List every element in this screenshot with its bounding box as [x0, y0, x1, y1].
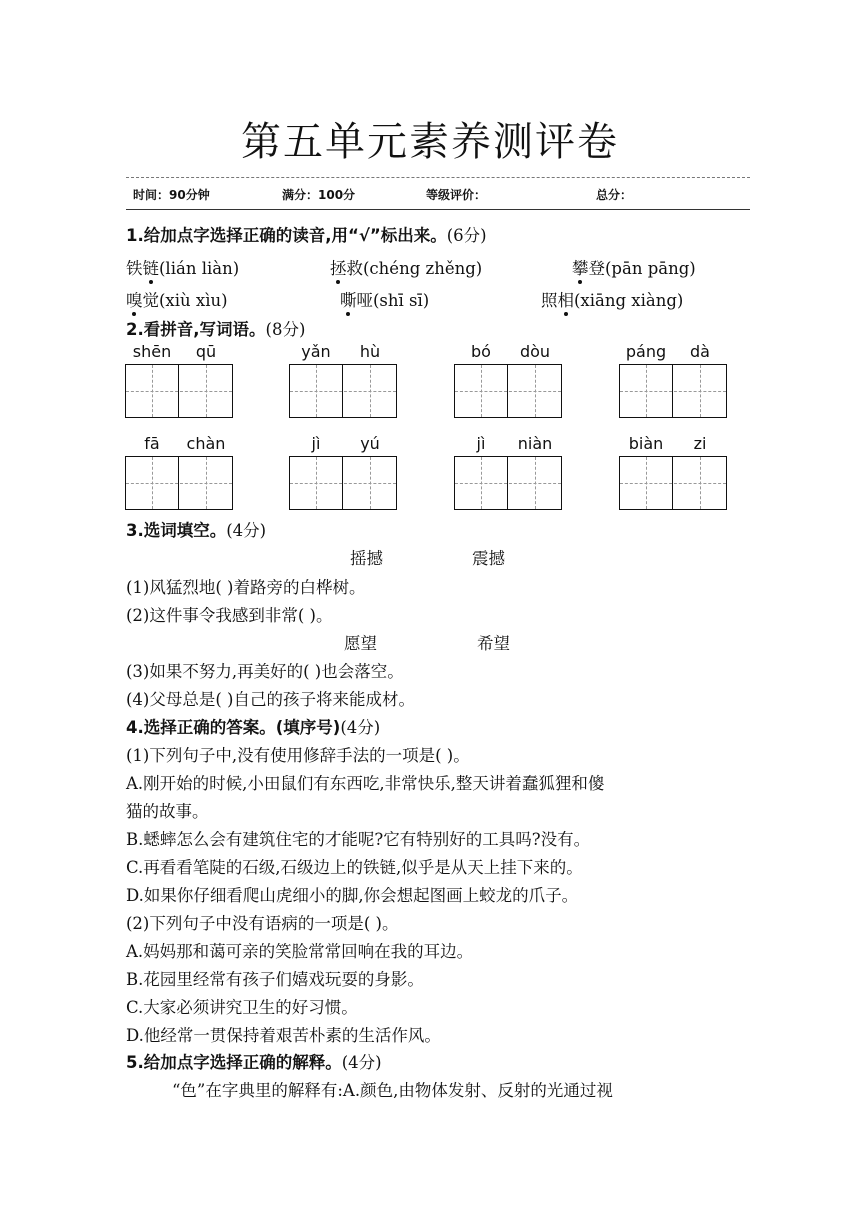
q1-item: 嘶哑(shī sī) — [340, 291, 430, 310]
pinyin: dà — [690, 342, 710, 361]
option-a-cont: 猫的故事。 — [126, 802, 209, 821]
writing-grid[interactable] — [125, 456, 233, 510]
q4-sub1: (1)下列句子中,没有使用修辞手法的一项是( )。 — [126, 746, 470, 765]
pinyin: bó — [471, 342, 491, 361]
dotted-char: 嘶 — [340, 291, 357, 310]
pinyin: niàn — [517, 434, 553, 453]
q1-item: 嗅觉(xiù xìu) — [126, 291, 228, 310]
word-option: 摇撼 — [350, 549, 383, 568]
pinyin: qū — [195, 342, 217, 361]
option-c: C.大家必须讲究卫生的好习惯。 — [126, 998, 358, 1017]
writing-grid[interactable] — [125, 364, 233, 418]
q2-heading: 2.看拼音,写词语。(8分) — [126, 320, 306, 339]
pinyin: yǎn — [301, 342, 331, 361]
option-b: B.花园里经常有孩子们嬉戏玩耍的身影。 — [126, 970, 424, 989]
q1-item: 拯救(chéng zhěng) — [330, 259, 483, 278]
divider-dashed — [126, 177, 750, 178]
option-a: A.刚开始的时候,小田鼠们有东西吃,非常快乐,整天讲着蠢狐狸和傻 — [126, 774, 605, 793]
pinyin: fā — [144, 434, 160, 453]
option-b: B.蟋蟀怎么会有建筑住宅的才能呢?它有特别好的工具吗?没有。 — [126, 830, 591, 849]
meta-time: 时间：90分钟 — [133, 188, 210, 202]
meta-grade: 等级评价： — [426, 188, 487, 202]
q1-item: 攀登(pān pāng) — [572, 259, 696, 278]
divider-solid — [126, 209, 750, 210]
pinyin: jì — [476, 434, 486, 453]
pinyin: páng — [625, 342, 667, 361]
q4-sub2: (2)下列句子中没有语病的一项是( )。 — [126, 914, 399, 933]
pinyin: shēn — [132, 342, 172, 361]
writing-grid[interactable] — [289, 364, 397, 418]
dotted-char: 嗅 — [126, 291, 143, 310]
q1-heading: 1.给加点字选择正确的读音,用“√”标出来。(6分) — [126, 226, 487, 245]
q5-heading: 5.给加点字选择正确的解释。(4分) — [126, 1053, 382, 1072]
word-option: 希望 — [477, 634, 510, 653]
writing-grid[interactable] — [619, 456, 727, 510]
meta-full-score: 满分：100分 — [282, 188, 356, 202]
writing-grid[interactable] — [289, 456, 397, 510]
option-a: A.妈妈那和蔼可亲的笑脸常常回响在我的耳边。 — [126, 942, 474, 961]
writing-grid[interactable] — [454, 456, 562, 510]
word-option: 愿望 — [344, 634, 377, 653]
fill-sentence: (3)如果不努力,再美好的( )也会落空。 — [126, 662, 404, 681]
word-option: 震撼 — [472, 549, 505, 568]
q1-item: 照相(xiāng xiàng) — [541, 291, 684, 310]
pinyin: biàn — [628, 434, 664, 453]
pinyin: zi — [693, 434, 707, 453]
pinyin: jì — [311, 434, 321, 453]
pinyin: dòu — [519, 342, 551, 361]
pinyin: hù — [359, 342, 381, 361]
dotted-char: 拯 — [330, 259, 347, 278]
dotted-char: 相 — [557, 291, 574, 310]
fill-sentence: (2)这件事令我感到非常( )。 — [126, 606, 333, 625]
q5-text: “色”在字典里的解释有:A.颜色,由物体发射、反射的光通过视 — [172, 1081, 613, 1100]
option-c: C.再看看笔陡的石级,石级边上的铁链,似乎是从天上挂下来的。 — [126, 858, 583, 877]
meta-total: 总分： — [596, 188, 633, 202]
fill-sentence: (1)风猛烈地( )着路旁的白桦树。 — [126, 578, 366, 597]
dotted-char: 链 — [142, 259, 159, 278]
option-d: D.如果你仔细看爬山虎细小的脚,你会想起图画上蛟龙的爪子。 — [126, 886, 579, 905]
q3-heading: 3.选词填空。(4分) — [126, 521, 267, 540]
q1-item: 铁链(lián liàn) — [126, 259, 240, 278]
option-d: D.他经常一贯保持着艰苦朴素的生活作风。 — [126, 1026, 441, 1045]
pinyin: chàn — [186, 434, 226, 453]
q4-heading: 4.选择正确的答案。(填序号)(4分) — [126, 718, 381, 737]
dotted-char: 攀 — [572, 259, 589, 278]
pinyin: yú — [360, 434, 380, 453]
writing-grid[interactable] — [454, 364, 562, 418]
page-title: 第五单元素养测评卷 — [241, 119, 619, 165]
writing-grid[interactable] — [619, 364, 727, 418]
fill-sentence: (4)父母总是( )自己的孩子将来能成材。 — [126, 690, 415, 709]
